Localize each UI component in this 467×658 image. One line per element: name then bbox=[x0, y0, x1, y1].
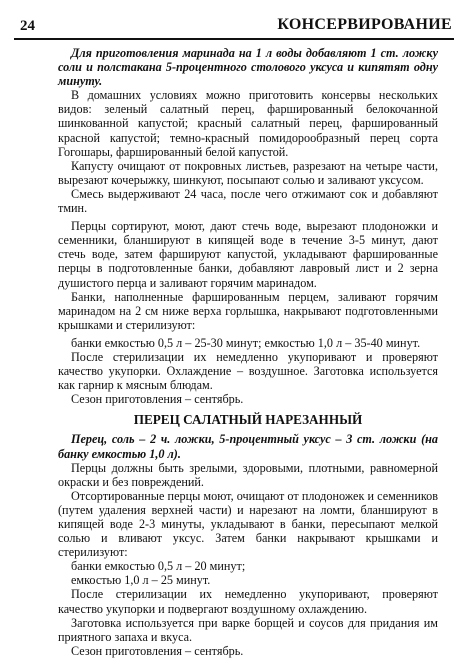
marinade-instruction: Для приготовления маринада на 1 л воды добавляют 1 ст. ложку соли и полстакана 5-процентного столового уксуса и кипятят одну минуту. bbox=[58, 46, 438, 89]
paragraph-sterilization-times: банки емкостью 0,5 л – 25-30 минут; емкостью 1,0 л – 35-40 минут. bbox=[71, 335, 421, 350]
section-title: КОНСЕРВИРОВАНИЕ bbox=[277, 16, 452, 33]
paragraph-usage: Заготовка используется при варке борщей и соусов для придания им приятного запаха и вкуса. bbox=[58, 615, 438, 644]
paragraph-jars-filling: Банки, наполненные фаршированным перцем, заливают горячим маринадом на 2 см ниже верха горлышка, накрывают подготовленными крышками и стерилизуют: bbox=[58, 289, 438, 332]
paragraph-pepper-processing: Отсортированные перцы моют, очищают от плодоножек и семенников (путем удаления верхней части) и нарезают на ломти, бланшируют в кипящей воде 2-3 минуты, укладывают в банки, пересыпают мелкой солью и вливают уксус. Затем банки накрывают крышками и стерилизуют: bbox=[58, 488, 438, 560]
paragraph-after-sterilization: После стерилизации их немедленно укупоривают и проверяют качество укупорки. Охлаждение – воздушное. Заготовка используется как гарнир к мясным блюдам. bbox=[58, 349, 438, 393]
paragraph-capping: После стерилизации их немедленно укупоривают, проверяют качество укупорки и подвергают воздушному охлаждению. bbox=[58, 587, 438, 616]
paragraph-cabbage-prep: Капусту очищают от покровных листьев, разрезают на четыре части, вырезают кочерыжку, шинкуют, посыпают солью и заливают уксусом. bbox=[58, 158, 438, 187]
paragraph-preserve-types: В домашних условиях можно приготовить консервы нескольких видов: зеленый салатный перец, фаршированный белокочанной шинкованной капустой; красный салатный перец, фаршированный красной капустой; темно-красный помидорообразный перец сорта Гогошары, фаршированный белой капустой. bbox=[58, 88, 438, 159]
paragraph-season: Сезон приготовления – сентябрь. bbox=[71, 392, 244, 407]
paragraph-mixture: Смесь выдерживают 24 часа, после чего отжимают сок и добавляют тмин. bbox=[58, 186, 438, 216]
recipe-heading: ПЕРЕЦ САЛАТНЫЙ НАРЕЗАННЫЙ bbox=[133, 412, 363, 428]
page-body bbox=[58, 46, 438, 658]
paragraph-peppers-stuffing: Перцы сортируют, моют, дают стечь воде, вырезают плодоножки и семенники, бланшируют в кипящей воде в течение 3-5 минут, дают стечь воде, затем фаршируют капустой, укладывают фаршированные перцы в подготовленные банки, добавляют лавровый лист и 2 зерна душистого перца и заливают горячим маринадом. bbox=[58, 219, 438, 290]
page-header bbox=[14, 14, 454, 40]
recipe-ingredients: Перец, соль – 2 ч. ложки, 5-процентный уксус – 3 ст. ложки (на банку емкостью 1,0 л). bbox=[58, 432, 438, 461]
paragraph-sterilization-one-liter: емкостью 1,0 л – 25 минут. bbox=[71, 573, 211, 588]
paragraph-pepper-quality: Перцы должны быть зрелыми, здоровыми, плотными, равномерной окраски и без повреждений. bbox=[58, 460, 438, 489]
paragraph-sterilization-half-liter: банки емкостью 0,5 л – 20 минут; bbox=[71, 559, 246, 574]
paragraph-season-2: Сезон приготовления – сентябрь. bbox=[71, 643, 244, 658]
page-number: 24 bbox=[20, 18, 35, 34]
